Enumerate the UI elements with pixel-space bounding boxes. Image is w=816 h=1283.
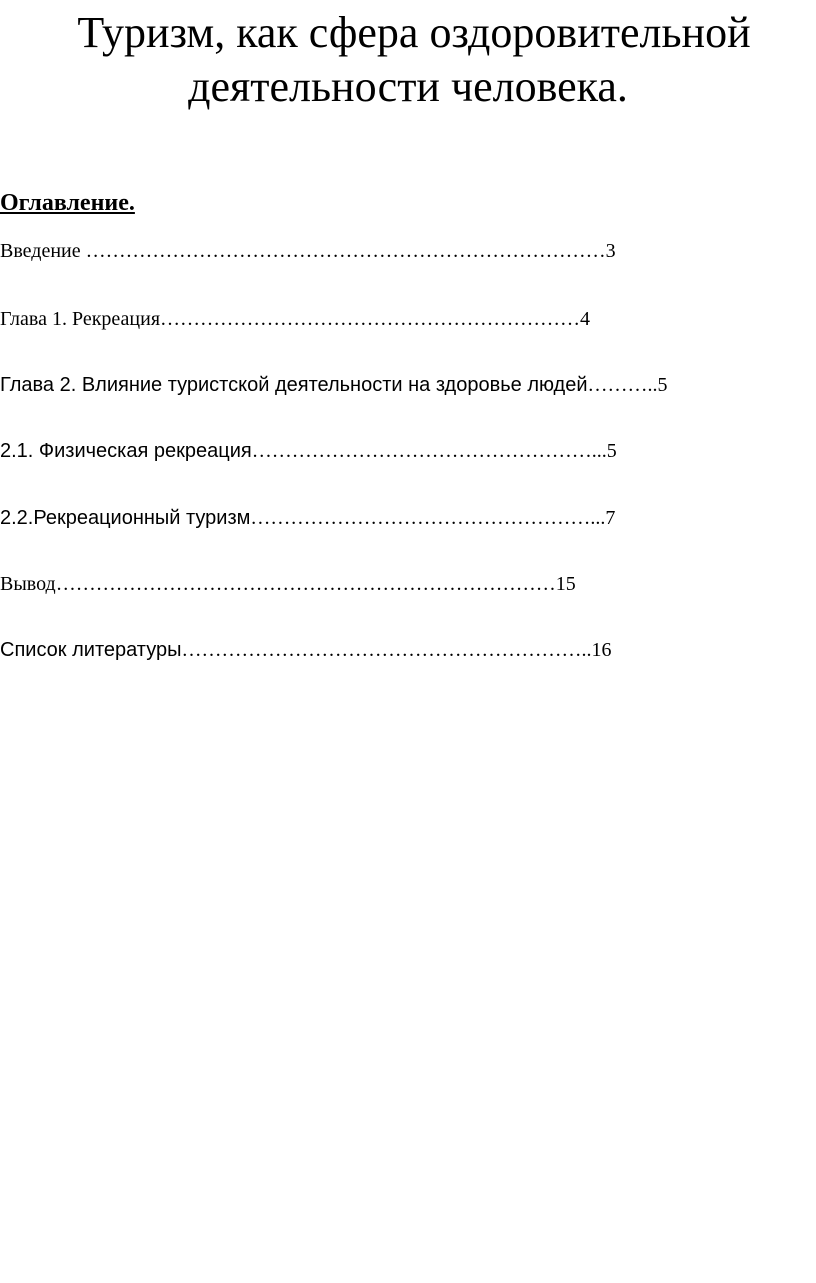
toc-entry-page: 4 [580, 308, 591, 330]
toc-entry-introduction [0, 236, 616, 266]
toc-entry-title: 2.1. Физическая рекреация [0, 440, 252, 462]
toc-entry-page: 15 [555, 573, 576, 595]
toc-entry-leader: ……….. [587, 374, 658, 396]
toc-entry-title: Вывод [0, 573, 56, 595]
toc-entry-leader: …………………………………………………….. [181, 639, 592, 661]
toc-entry-conclusion [0, 569, 576, 599]
toc-entry-title: Введение [0, 240, 86, 262]
toc-entry-title: 2.2.Рекреационный туризм [0, 507, 251, 529]
toc-entry-title: Список литературы [0, 639, 182, 661]
toc-entry-section-2-1 [0, 436, 617, 466]
toc-entry-page: 3 [605, 240, 616, 262]
toc-entry-chapter-2 [0, 370, 668, 400]
toc-entry-page: 7 [605, 507, 616, 529]
toc-entry-leader: …………………………………………………………………… [85, 240, 606, 262]
toc-entry-page: 5 [606, 440, 617, 462]
document-title [0, 6, 816, 114]
toc-entry-page: 5 [657, 374, 668, 396]
document-title-line-1: Туризм, как сфера оздоровительной [77, 8, 751, 57]
toc-entry-leader: ……………………………………………... [251, 440, 607, 462]
toc-entry-section-2-2 [0, 503, 615, 533]
toc-entry-leader: ……………………………………………………… [160, 308, 581, 330]
toc-entry-title: Глава 2. Влияние туристской деятельности на здоровье людей [0, 374, 588, 396]
toc-entry-bibliography [0, 635, 611, 665]
document-title-line-2: деятельности человека. [188, 62, 628, 111]
toc-entry-page: 16 [591, 639, 612, 661]
toc-entry-chapter-1 [0, 304, 590, 334]
toc-entry-title: Глава 1. Рекреация [0, 308, 161, 330]
toc-heading: Оглавление. [0, 190, 135, 216]
toc-entry-leader: ……………………………………………... [250, 507, 606, 529]
toc-entry-leader: ………………………………………………………………… [55, 573, 556, 595]
